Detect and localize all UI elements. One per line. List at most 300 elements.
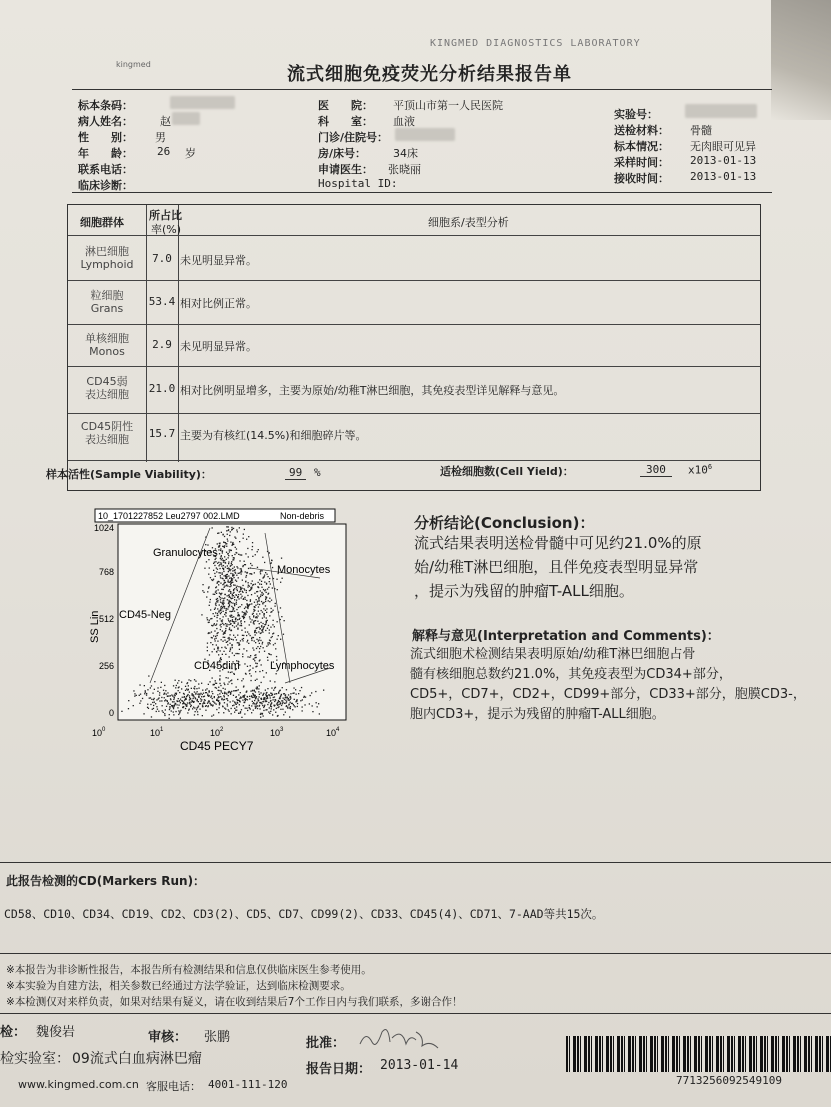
region-granulocytes: Granulocytes <box>153 547 218 559</box>
event-dot <box>267 628 268 629</box>
event-dot <box>231 639 232 640</box>
event-dot <box>215 592 216 593</box>
event-dot <box>235 690 236 691</box>
footer-rule <box>0 1013 831 1014</box>
event-dot <box>302 706 303 707</box>
event-dot <box>240 711 241 712</box>
event-dot <box>280 690 281 691</box>
event-dot <box>207 591 208 592</box>
event-dot <box>224 587 225 588</box>
event-dot <box>264 613 265 614</box>
event-dot <box>233 673 234 674</box>
event-dot <box>268 625 269 626</box>
event-dot <box>255 584 256 585</box>
event-dot <box>232 542 233 543</box>
event-dot <box>256 613 257 614</box>
event-dot <box>269 640 270 641</box>
event-dot <box>285 712 286 713</box>
event-dot <box>237 635 238 636</box>
event-dot <box>276 693 277 694</box>
event-dot <box>223 562 224 563</box>
event-dot <box>222 572 223 573</box>
event-dot <box>193 688 194 689</box>
event-dot <box>128 700 129 701</box>
event-dot <box>202 706 203 707</box>
event-dot <box>274 688 275 689</box>
event-dot <box>214 573 215 574</box>
event-dot <box>256 648 257 649</box>
event-dot <box>232 555 233 556</box>
event-dot <box>216 599 217 600</box>
event-dot <box>251 705 252 706</box>
event-dot <box>241 680 242 681</box>
event-dot <box>265 690 266 691</box>
event-dot <box>249 673 250 674</box>
event-dot <box>220 629 221 630</box>
event-dot <box>246 592 247 593</box>
event-dot <box>257 686 258 687</box>
event-dot <box>240 640 241 641</box>
event-dot <box>262 603 263 604</box>
event-dot <box>220 657 221 658</box>
event-dot <box>226 559 227 560</box>
conclusion-line: 流式结果表明送检骨髓中可见约21.0%的原 <box>414 534 702 552</box>
event-dot <box>220 690 221 691</box>
region-lymphocytes: Lymphocytes <box>270 660 335 672</box>
event-dot <box>268 711 269 712</box>
event-dot <box>222 641 223 642</box>
event-dot <box>197 714 198 715</box>
event-dot <box>229 549 230 550</box>
event-dot <box>178 680 179 681</box>
event-dot <box>144 685 145 686</box>
event-dot <box>228 695 229 696</box>
event-dot <box>164 685 165 686</box>
paper-shadow <box>771 0 831 120</box>
event-dot <box>243 618 244 619</box>
plot-gate-label: Non-debris <box>280 511 325 521</box>
event-dot <box>237 531 238 532</box>
y-tick: 256 <box>98 661 114 671</box>
event-dot <box>232 582 233 583</box>
event-dot <box>241 588 242 589</box>
event-dot <box>257 567 258 568</box>
event-dot <box>193 695 194 696</box>
event-dot <box>272 714 273 715</box>
event-dot <box>222 550 223 551</box>
event-dot <box>235 538 236 539</box>
event-dot <box>217 648 218 649</box>
row-pct: 53.4 <box>148 295 176 308</box>
event-dot <box>191 701 192 702</box>
event-dot <box>209 602 210 603</box>
event-dot <box>243 686 244 687</box>
event-dot <box>233 595 234 596</box>
event-dot <box>149 698 150 699</box>
event-dot <box>207 643 208 644</box>
event-dot <box>256 703 257 704</box>
event-dot <box>164 713 165 714</box>
event-dot <box>269 578 270 579</box>
phone-label: 联系电话： <box>78 163 133 176</box>
event-dot <box>168 702 169 703</box>
event-dot <box>259 600 260 601</box>
event-dot <box>248 633 249 634</box>
event-dot <box>261 610 262 611</box>
event-dot <box>157 687 158 688</box>
event-dot <box>259 671 260 672</box>
event-dot <box>245 581 246 582</box>
event-dot <box>267 688 268 689</box>
event-dot <box>239 572 240 573</box>
event-dot <box>250 618 251 619</box>
row-name: CD45阴性 表达细胞 <box>80 420 134 446</box>
event-dot <box>239 615 240 616</box>
event-dot <box>260 571 261 572</box>
reviewer-name: 张鹏 <box>204 1030 231 1045</box>
event-dot <box>290 699 291 700</box>
event-dot <box>229 615 230 616</box>
event-dot <box>223 616 224 617</box>
event-dot <box>208 574 209 575</box>
event-dot <box>220 613 221 614</box>
event-dot <box>224 614 225 615</box>
event-dot <box>267 588 268 589</box>
event-dot <box>233 593 234 594</box>
event-dot <box>229 570 230 571</box>
event-dot <box>235 573 236 574</box>
conclusion-heading: 分析结论(Conclusion)： <box>414 514 595 532</box>
event-dot <box>243 534 244 535</box>
event-dot <box>248 606 249 607</box>
event-dot <box>209 691 210 692</box>
event-dot <box>296 694 297 695</box>
age-unit: 岁 <box>185 147 196 160</box>
event-dot <box>229 621 230 622</box>
event-dot <box>271 708 272 709</box>
event-dot <box>173 701 174 702</box>
event-dot <box>256 679 257 680</box>
event-dot <box>222 630 223 631</box>
event-dot <box>237 615 238 616</box>
event-dot <box>241 571 242 572</box>
event-dot <box>272 567 273 568</box>
event-dot <box>266 612 267 613</box>
event-dot <box>241 596 242 597</box>
event-dot <box>226 526 227 527</box>
event-dot <box>261 601 262 602</box>
region-monocytes: Monocytes <box>277 564 331 576</box>
info-rule <box>72 192 772 193</box>
cell-yield-label: 适检细胞数(Cell Yield)： <box>440 465 574 478</box>
event-dot <box>270 583 271 584</box>
event-dot <box>226 677 227 678</box>
event-dot <box>204 696 205 697</box>
event-dot <box>169 707 170 708</box>
event-dot <box>170 695 171 696</box>
event-dot <box>243 588 244 589</box>
event-dot <box>285 700 286 701</box>
event-dot <box>217 697 218 698</box>
event-dot <box>254 700 255 701</box>
event-dot <box>254 690 255 691</box>
event-dot <box>246 692 247 693</box>
event-dot <box>264 575 265 576</box>
event-dot <box>232 611 233 612</box>
report-date-value: 2013-01-14 <box>380 1058 459 1073</box>
event-dot <box>260 640 261 641</box>
event-dot <box>228 557 229 558</box>
event-dot <box>289 716 290 717</box>
event-dot <box>252 556 253 557</box>
event-dot <box>221 612 222 613</box>
event-dot <box>253 584 254 585</box>
event-dot <box>250 635 251 636</box>
event-dot <box>218 690 219 691</box>
event-dot <box>260 646 261 647</box>
event-dot <box>249 586 250 587</box>
event-dot <box>240 692 241 693</box>
event-dot <box>242 696 243 697</box>
event-dot <box>207 619 208 620</box>
event-dot <box>275 643 276 644</box>
event-dot <box>262 618 263 619</box>
event-dot <box>266 692 267 693</box>
event-dot <box>252 542 253 543</box>
event-dot <box>159 695 160 696</box>
title-rule <box>72 89 772 90</box>
event-dot <box>278 706 279 707</box>
event-dot <box>273 697 274 698</box>
event-dot <box>232 652 233 653</box>
event-dot <box>261 592 262 593</box>
event-dot <box>167 696 168 697</box>
event-dot <box>257 586 258 587</box>
event-dot <box>224 560 225 561</box>
event-dot <box>259 651 260 652</box>
event-dot <box>219 546 220 547</box>
event-dot <box>260 594 261 595</box>
event-dot <box>147 704 148 705</box>
material-label: 送检材料： <box>614 124 669 137</box>
scatter-plot-svg <box>90 508 355 758</box>
event-dot <box>272 587 273 588</box>
event-dot <box>217 608 218 609</box>
event-dot <box>143 713 144 714</box>
event-dot <box>169 718 170 719</box>
event-dot <box>216 571 217 572</box>
event-dot <box>254 623 255 624</box>
event-dot <box>190 698 191 699</box>
event-dot <box>262 705 263 706</box>
event-dot <box>228 709 229 710</box>
event-dot <box>263 615 264 616</box>
event-dot <box>174 697 175 698</box>
event-dot <box>249 707 250 708</box>
event-dot <box>187 695 188 696</box>
event-dot <box>255 697 256 698</box>
event-dot <box>208 696 209 697</box>
event-dot <box>224 637 225 638</box>
event-dot <box>220 685 221 686</box>
event-dot <box>252 701 253 702</box>
event-dot <box>146 693 147 694</box>
event-dot <box>221 699 222 700</box>
event-dot <box>214 609 215 610</box>
event-dot <box>285 695 286 696</box>
event-dot <box>225 543 226 544</box>
event-dot <box>186 706 187 707</box>
event-dot <box>255 708 256 709</box>
event-dot <box>272 694 273 695</box>
event-dot <box>253 694 254 695</box>
event-dot <box>231 527 232 528</box>
event-dot <box>256 599 257 600</box>
event-dot <box>152 702 153 703</box>
event-dot <box>262 714 263 715</box>
event-dot <box>212 693 213 694</box>
markers-list: CD58、CD10、CD34、CD19、CD2、CD3(2)、CD5、CD7、CD99(2)、CD33、CD45(4)、CD71、7-AAD等共15次。 <box>4 907 604 921</box>
event-dot <box>228 600 229 601</box>
event-dot <box>268 702 269 703</box>
row-name: CD45弱 表达细胞 <box>85 375 129 401</box>
event-dot <box>251 583 252 584</box>
x-tick: $10^2$ <box>210 727 224 738</box>
event-dot <box>209 701 210 702</box>
dept-value: 血液 <box>393 115 415 128</box>
lab-header: KINGMED DIAGNOSTICS LABORATORY <box>430 38 641 49</box>
event-dot <box>270 701 271 702</box>
event-dot <box>271 608 272 609</box>
event-dot <box>175 711 176 712</box>
y-axis-label: SS Lin <box>90 610 101 643</box>
event-dot <box>235 704 236 705</box>
event-dot <box>264 590 265 591</box>
event-dot <box>234 599 235 600</box>
event-dot <box>244 529 245 530</box>
event-dot <box>150 704 151 705</box>
event-dot <box>262 595 263 596</box>
event-dot <box>238 598 239 599</box>
event-dot <box>227 705 228 706</box>
event-dot <box>150 687 151 688</box>
approver-label: 批准： <box>306 1036 346 1051</box>
event-dot <box>238 653 239 654</box>
event-dot <box>178 714 179 715</box>
event-dot <box>232 598 233 599</box>
x-tick: $10^4$ <box>326 727 340 738</box>
event-dot <box>258 696 259 697</box>
event-dot <box>212 651 213 652</box>
event-dot <box>214 616 215 617</box>
event-dot <box>154 689 155 690</box>
event-dot <box>192 693 193 694</box>
event-dot <box>255 671 256 672</box>
event-dot <box>247 696 248 697</box>
event-dot <box>270 680 271 681</box>
event-dot <box>229 656 230 657</box>
collect-time-value: 2013-01-13 <box>690 154 757 167</box>
event-dot <box>278 635 279 636</box>
event-dot <box>176 685 177 686</box>
event-dot <box>228 639 229 640</box>
event-dot <box>250 599 251 600</box>
event-dot <box>269 598 270 599</box>
event-dot <box>230 593 231 594</box>
event-dot <box>236 609 237 610</box>
event-dot <box>164 693 165 694</box>
event-dot <box>199 703 200 704</box>
event-dot <box>264 626 265 627</box>
event-dot <box>225 631 226 632</box>
event-dot <box>269 615 270 616</box>
event-dot <box>201 614 202 615</box>
event-dot <box>256 666 257 667</box>
event-dot <box>274 701 275 702</box>
event-dot <box>212 527 213 528</box>
event-dot <box>153 708 154 709</box>
event-dot <box>257 551 258 552</box>
event-dot <box>250 563 251 564</box>
event-dot <box>282 702 283 703</box>
event-dot <box>175 693 176 694</box>
event-dot <box>265 599 266 600</box>
event-dot <box>151 699 152 700</box>
event-dot <box>206 561 207 562</box>
event-dot <box>227 599 228 600</box>
event-dot <box>233 635 234 636</box>
event-dot <box>265 700 266 701</box>
event-dot <box>271 600 272 601</box>
event-dot <box>236 575 237 576</box>
event-dot <box>270 706 271 707</box>
event-dot <box>209 567 210 568</box>
event-dot <box>159 700 160 701</box>
event-dot <box>305 697 306 698</box>
event-dot <box>235 547 236 548</box>
event-dot <box>230 581 231 582</box>
event-dot <box>171 694 172 695</box>
lab-no-label: 实验号： <box>614 108 658 121</box>
event-dot <box>230 569 231 570</box>
event-dot <box>154 681 155 682</box>
event-dot <box>173 708 174 709</box>
event-dot <box>241 717 242 718</box>
event-dot <box>244 697 245 698</box>
event-dot <box>243 638 244 639</box>
event-dot <box>224 708 225 709</box>
event-dot <box>197 707 198 708</box>
event-dot <box>217 583 218 584</box>
event-dot <box>255 680 256 681</box>
event-dot <box>234 622 235 623</box>
event-dot <box>206 617 207 618</box>
event-dot <box>258 597 259 598</box>
event-dot <box>258 627 259 628</box>
event-dot <box>250 708 251 709</box>
event-dot <box>253 615 254 616</box>
event-dot <box>244 628 245 629</box>
event-dot <box>229 551 230 552</box>
event-dot <box>244 696 245 697</box>
event-dot <box>261 632 262 633</box>
event-dot <box>227 581 228 582</box>
event-dot <box>224 607 225 608</box>
event-dot <box>224 633 225 634</box>
doctor-label: 申请医生： <box>318 163 373 176</box>
event-dot <box>226 694 227 695</box>
event-dot <box>240 587 241 588</box>
